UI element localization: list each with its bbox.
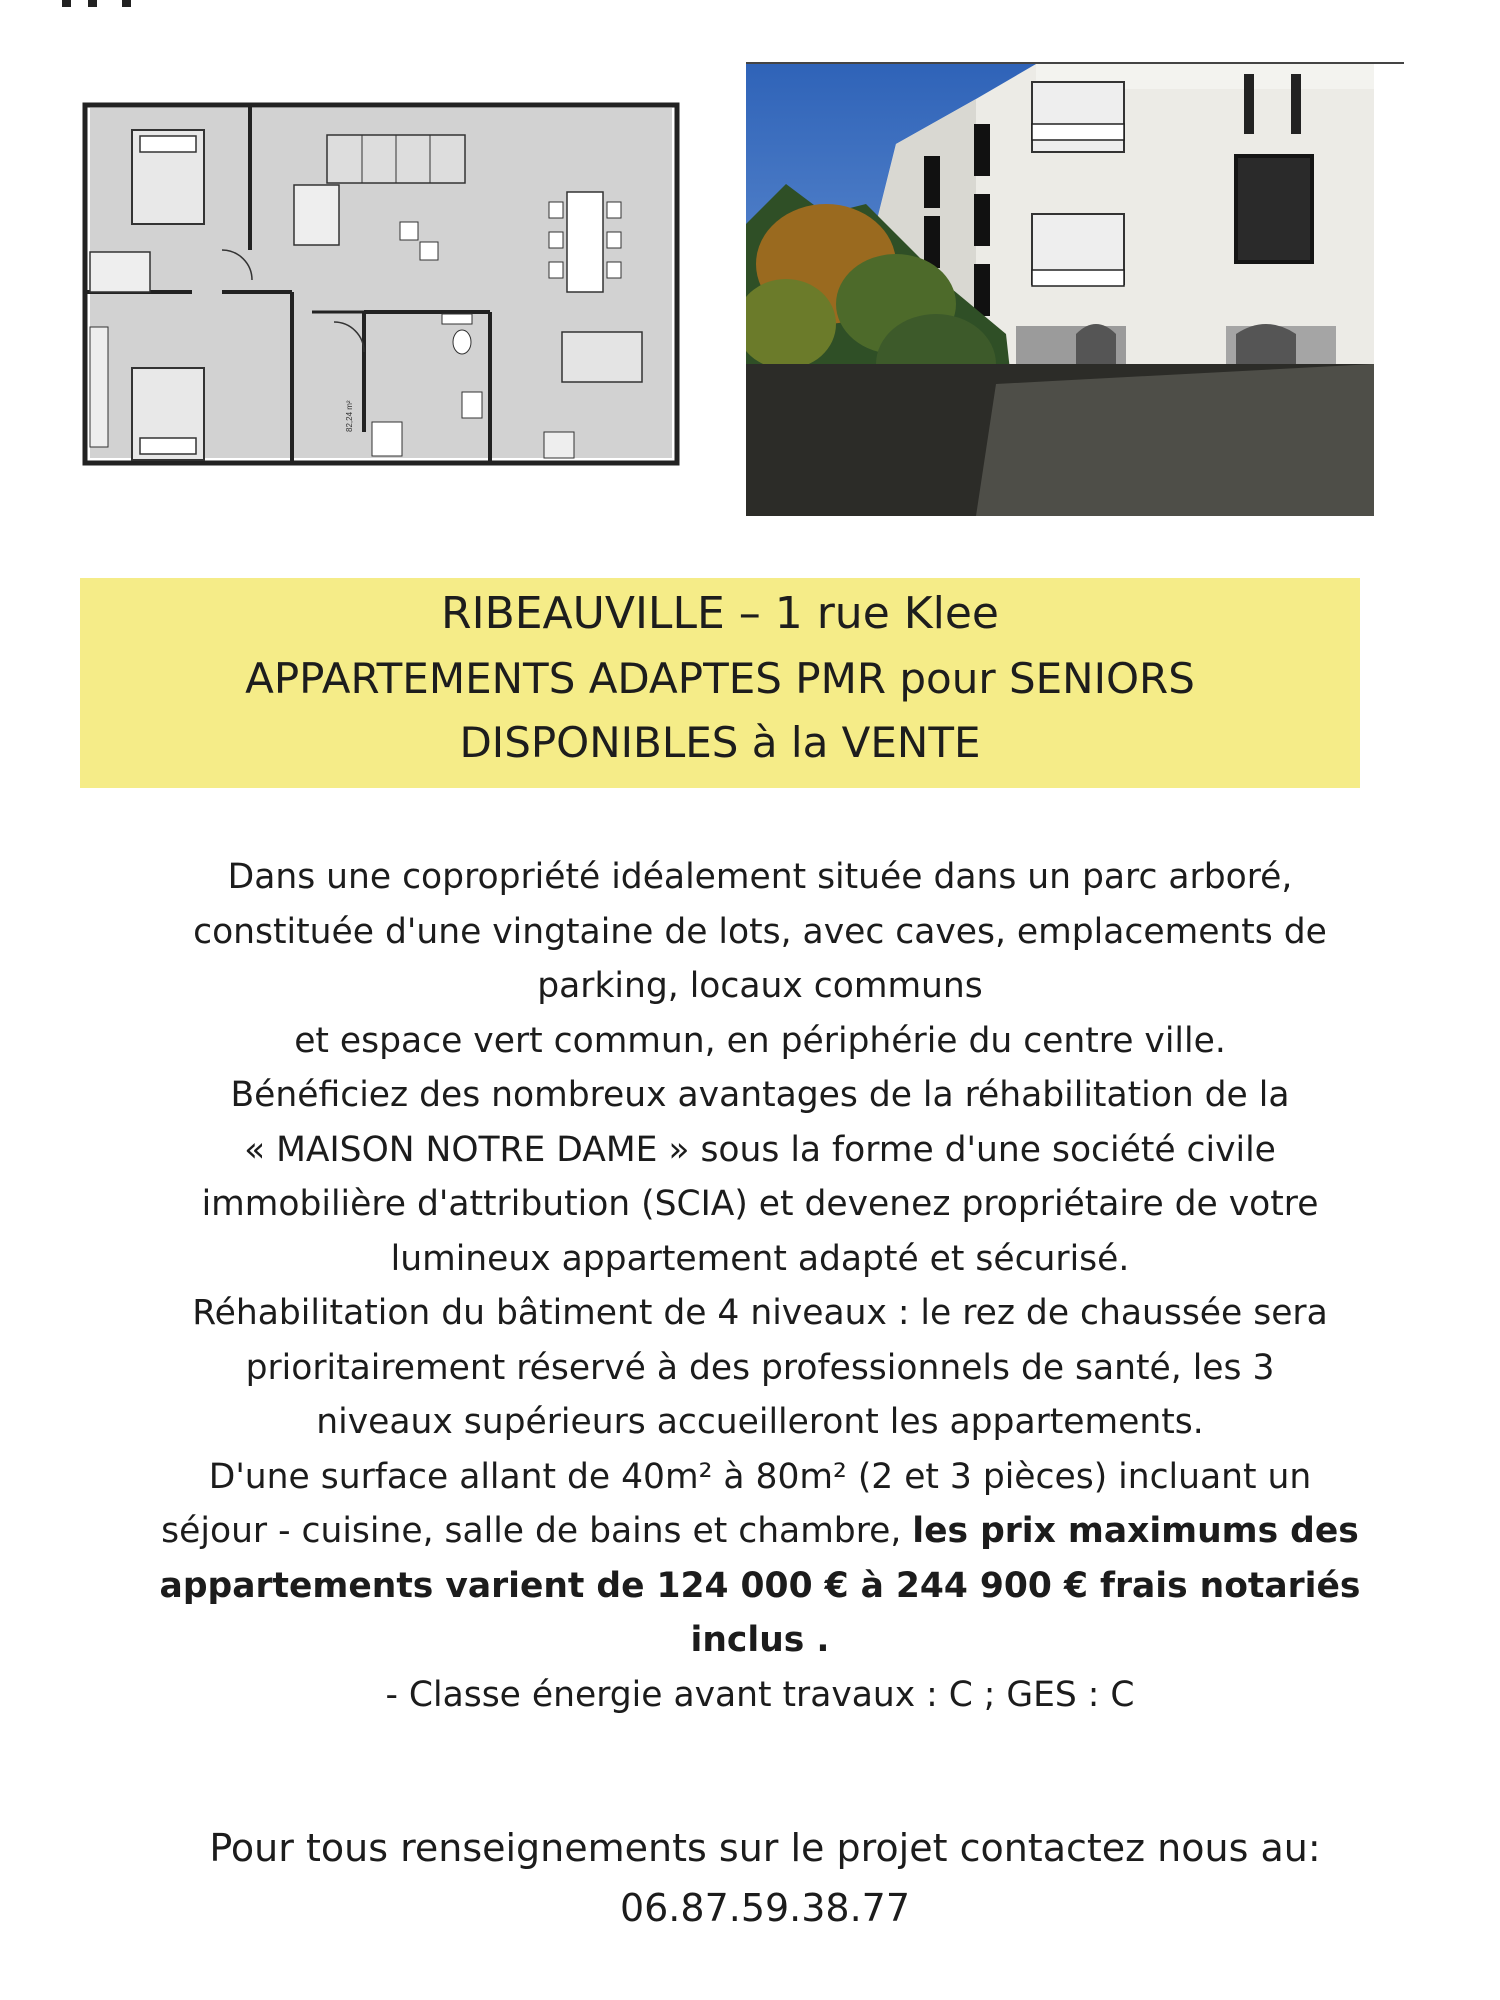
contact-prompt: Pour tous renseignements sur le projet contactez nous au: [209,1826,1321,1870]
description-line: Réhabilitation du bâtiment de 4 niveaux : le rez de chaussée sera [192,1293,1328,1333]
price-line [100,1559,1420,1614]
floor-plan-area-label: 82,24 m² [345,400,354,432]
description-line: prioritairement réservé à des professionnels de santé, les 3 [245,1347,1275,1388]
price-line [100,1613,1420,1668]
banner-headline: APPARTEMENTS ADAPTES PMR pour SENIORS [245,654,1195,703]
price-text: les prix maximums des [912,1511,1359,1551]
description [100,850,1420,1722]
floor-plan-image [82,102,682,470]
scan-edge-marks [62,0,152,8]
description-line: parking, locaux communs [537,966,983,1006]
description-line: constituée d'une vingtaine de lots, avec caves, emplacements de [193,911,1327,952]
contact-section [100,1818,1430,1938]
description-line: niveaux supérieurs accueilleront les appartements. [316,1402,1204,1442]
description-line-mixed [100,1504,1420,1559]
description-text: séjour - cuisine, salle de bains et chambre, [161,1511,913,1551]
price-text: appartements varient de 124 000 € à 244 900 € frais notariés [159,1565,1361,1606]
description-line: Dans une copropriété idéalement située dans un parc arboré, [227,857,1293,897]
contact-phone: 06.87.59.38.77 [619,1886,911,1930]
banner-availability: DISPONIBLES à la VENTE [459,718,981,767]
description-line: « MAISON NOTRE DAME » sous la forme d'une société civile [244,1129,1276,1170]
price-text: inclus . [690,1620,830,1660]
description-line: immobilière d'attribution (SCIA) et devenez propriétaire de votre [201,1184,1319,1224]
description-line: lumineux appartement adapté et sécurisé. [390,1238,1130,1279]
energy-class-line: - Classe énergie avant travaux : C ; GES : C [385,1674,1135,1715]
banner-location: RIBEAUVILLE – 1 rue Klee [441,588,999,639]
building-photo [746,64,1374,516]
description-line: et espace vert commun, en périphérie du centre ville. [294,1020,1226,1061]
description-line: D'une surface allant de 40m² à 80m² (2 et 3 pièces) incluant un [208,1456,1312,1497]
description-line: Bénéficiez des nombreux avantages de la réhabilitation de la [230,1075,1290,1115]
title-banner [80,578,1360,788]
